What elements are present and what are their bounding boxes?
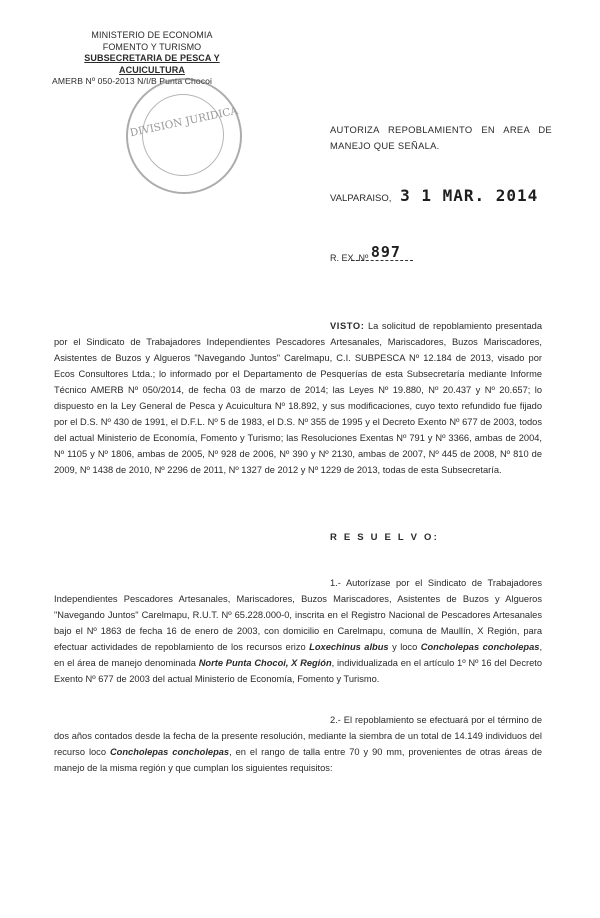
- article-2-text-2: , en el rango de talla entre 70 y 90 mm, provenientes de otras áreas de manejo de la misma región y que cumplan los siguientes requisitos:: [54, 747, 542, 773]
- article-1: [54, 575, 542, 687]
- date-line: [330, 186, 538, 205]
- visto-text: La solicitud de repoblamiento presentada por el Sindicato de Trabajadores Independientes Pescadores Artesanales, Mariscadores, Buzos Mariscadores, Asistentes de Buzos y Algueros "Navegando Juntos" Carelmapu, C.I. SUBPESCA Nº 12.184 de 2013, visado por Ecos Consultores Ltda.; lo informado por el Departamento de Pesquerías de esta Subsecretaría mediante Informe Técnico AMERB Nº 050/2014, de fecha 03 de marzo de 2014; las Leyes Nº 19.880, Nº 20.437 y Nº 20.657; lo dispuesto en la Ley General de Pesca y Acuicultura Nº 18.892, y sus modificaciones, cuyo texto refundido fue fijado por el D.S. Nº 430 de 1991, el D.F.L. Nº 5 de 1983, el D.S. Nº 355 de 1995 y el Decreto Exento Nº 677 de 2003, todos del actual Ministerio de Economía, Fomento y Turismo; las Resoluciones Exentas Nº 791 y Nº 3366, ambas de 2004, Nº 1105 y Nº 1806, ambas de 2005, Nº 928 de 2006, Nº 390 y Nº 2130, ambas de 2007, Nº 445 de 2008, Nº 810 de 2009, Nº 1438 de 2010, Nº 2296 de 2011, Nº 1327 de 2012 y Nº 1229 de 2013, todas de esta Subsecretaría.: [54, 321, 542, 475]
- management-area-name: Norte Punta Chocoi, X Región: [198, 658, 332, 668]
- ministry-header: [52, 30, 252, 88]
- date-city: VALPARAISO,: [330, 193, 392, 204]
- species-loco: Concholepas concholepas: [420, 642, 540, 652]
- article-1-text-4: , individualizada en el artículo 1º Nº 16 del Decreto Exento Nº 677 de 2003 del actual Ministerio de Economía, Fomento y Turismo.: [54, 658, 543, 684]
- ministry-subline: FOMENTO Y TURISMO: [102, 41, 202, 52]
- resolution-number: 897: [370, 243, 401, 261]
- article-2: [54, 712, 542, 776]
- species-loco-2: Concholepas concholepas: [109, 747, 230, 757]
- species-erizo: Loxechinus albus: [309, 642, 389, 652]
- division-juridica-stamp: [126, 78, 242, 194]
- amerb-reference: AMERB Nº 050-2013 N/I/B Punta Chocoi: [52, 76, 213, 86]
- resolution-prefix: R. EX. Nº: [330, 253, 369, 263]
- visto-paragraph: [54, 318, 542, 478]
- stamp-text: DIVISION JURIDICA: [128, 104, 240, 140]
- subsecretaria-line: SUBSECRETARIA DE PESCA Y ACUICULTURA: [84, 53, 220, 75]
- article-1-text-2: y loco: [392, 642, 418, 652]
- visto-keyword: VISTO:: [330, 321, 365, 331]
- stamp-inner-ring: [142, 94, 224, 176]
- resolution-number-line: [330, 243, 413, 265]
- ministry-line: MINISTERIO DE ECONOMIA: [91, 30, 213, 40]
- article-1-text: 1.- Autorízase por el Sindicato de Trabajadores Independientes Pescadores Artesanales, Mariscadores, Buzos Mariscadores, Asistentes de Buzos y Algueros "Navegando Juntos" Carelmapu, R.U.T. Nº 65.228.000-0, inscrita en el Registro Nacional de Pescadores Artesanales bajo el Nº 1863 de fecha 16 de enero de 2003, con domicilio en Carelmapu, comuna de Maullín, X Región, para efectuar actividades de repoblamiento de los recursos erizo: [54, 578, 542, 652]
- authorization-summary: AUTORIZA REPOBLAMIENTO EN AREA DE MANEJO QUE SEÑALA.: [330, 124, 552, 151]
- date-stamp: 3 1 MAR. 2014: [400, 186, 539, 205]
- article-2-text: 2.- El repoblamiento se efectuará por el término de dos años contados desde la fecha de la presente resolución, mediante la siembra de un total de 14.149 individuos del recurso loco: [54, 715, 542, 757]
- resuelvo-heading: R E S U E L V O:: [330, 532, 439, 543]
- article-1-text-3: , en el área de manejo denominada: [54, 642, 543, 668]
